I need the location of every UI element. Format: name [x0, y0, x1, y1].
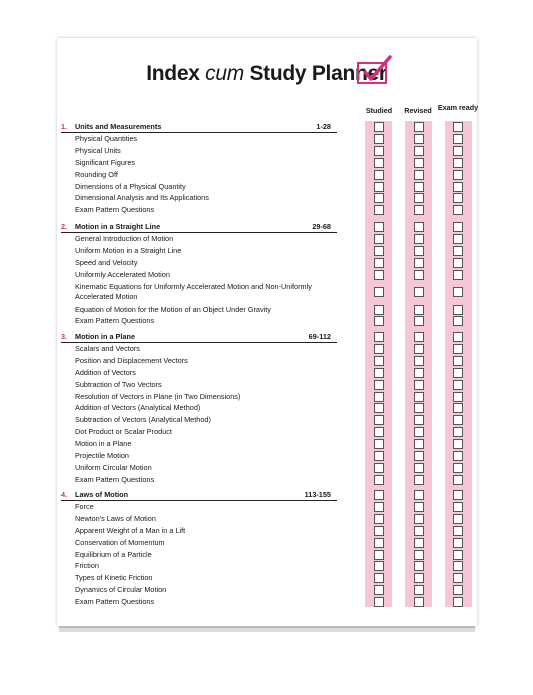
studied-checkbox[interactable]	[374, 182, 384, 192]
studied-checkbox[interactable]	[374, 316, 384, 326]
exam-ready-checkbox[interactable]	[453, 550, 463, 560]
revised-checkbox[interactable]	[414, 550, 424, 560]
revised-checkbox[interactable]	[414, 573, 424, 583]
studied-checkbox[interactable]	[374, 463, 384, 473]
title-part1: Index	[146, 62, 200, 85]
exam-ready-checkbox[interactable]	[453, 538, 463, 548]
studied-checkbox[interactable]	[374, 205, 384, 215]
studied-checkbox[interactable]	[374, 550, 384, 560]
studied-checkbox[interactable]	[374, 158, 384, 168]
exam-ready-checkbox[interactable]	[453, 305, 463, 315]
studied-checkbox[interactable]	[374, 356, 384, 366]
chapter-title: Units and Measurements	[75, 122, 162, 131]
revised-checkbox[interactable]	[414, 258, 424, 268]
studied-checkbox[interactable]	[374, 451, 384, 461]
topic-item: Types of Kinetic Friction	[75, 573, 153, 583]
studied-checkbox[interactable]	[374, 380, 384, 390]
topic-item: Force	[75, 502, 94, 511]
revised-checkbox[interactable]	[414, 526, 424, 536]
exam-ready-checkbox[interactable]	[453, 287, 463, 297]
studied-checkbox[interactable]	[374, 234, 384, 244]
exam-ready-checkbox[interactable]	[453, 368, 463, 378]
studied-checkbox[interactable]	[374, 415, 384, 425]
revised-checkbox[interactable]	[414, 475, 424, 485]
studied-checkbox[interactable]	[374, 502, 384, 512]
revised-checkbox[interactable]	[414, 205, 424, 215]
checkmark-icon	[357, 62, 387, 84]
topic-item: Friction	[75, 561, 99, 571]
revised-checkbox[interactable]	[414, 380, 424, 390]
column-header-revised: Revised	[404, 106, 432, 115]
chapter-title: Motion in a Straight Line	[75, 222, 161, 231]
exam-ready-checkbox[interactable]	[453, 380, 463, 390]
studied-checkbox[interactable]	[374, 122, 384, 132]
topic-item: General Introduction of Motion	[75, 234, 174, 243]
exam-ready-checkbox[interactable]	[453, 427, 463, 437]
exam-ready-checkbox[interactable]	[453, 475, 463, 485]
chapter-heading	[61, 122, 337, 133]
studied-checkbox[interactable]	[374, 332, 384, 342]
studied-checkbox[interactable]	[374, 475, 384, 485]
exam-ready-checkbox[interactable]	[453, 134, 463, 144]
studied-checkbox[interactable]	[374, 514, 384, 524]
exam-ready-checkbox[interactable]	[453, 246, 463, 256]
exam-ready-checkbox[interactable]	[453, 258, 463, 268]
exam-ready-checkbox[interactable]	[453, 415, 463, 425]
studied-checkbox[interactable]	[374, 538, 384, 548]
topic-item: Exam Pattern Questions	[75, 597, 155, 607]
studied-checkbox[interactable]	[374, 585, 384, 595]
topic-item: Physical Quantities	[75, 134, 138, 143]
revised-checkbox[interactable]	[414, 561, 424, 571]
page-stack-edge	[59, 628, 475, 632]
studied-checkbox[interactable]	[374, 193, 384, 203]
topic-item: Exam Pattern Questions	[75, 316, 155, 326]
revised-checkbox[interactable]	[414, 234, 424, 244]
topic-item: Kinematic Equations for Uniformly Accelerated Motion and Non-Uniformly Accelerated Motion	[75, 281, 312, 301]
revised-checkbox[interactable]	[414, 392, 424, 402]
topic-item: Uniformly Accelerated Motion	[75, 269, 170, 279]
topic-item: Scalars and Vectors	[75, 344, 140, 353]
topic-item: Dot Product or Scalar Product	[75, 427, 172, 437]
studied-checkbox[interactable]	[374, 170, 384, 180]
revised-checkbox[interactable]	[414, 502, 424, 512]
exam-ready-checkbox[interactable]	[453, 597, 463, 607]
revised-checkbox[interactable]	[414, 332, 424, 342]
topic-item: Dimensions of a Physical Quantity	[75, 181, 186, 191]
revised-checkbox[interactable]	[414, 270, 424, 280]
topic-item: Uniform Motion in a Straight Line	[75, 245, 182, 255]
chapter-section	[61, 332, 337, 486]
exam-ready-checkbox[interactable]	[453, 316, 463, 326]
revised-checkbox[interactable]	[414, 344, 424, 354]
studied-checkbox[interactable]	[374, 134, 384, 144]
revised-checkbox[interactable]	[414, 490, 424, 500]
studied-checkbox[interactable]	[374, 246, 384, 256]
chapter-section	[61, 222, 337, 327]
exam-ready-checkbox[interactable]	[453, 502, 463, 512]
exam-ready-checkbox[interactable]	[453, 585, 463, 595]
page-title	[0, 62, 533, 86]
revised-checkbox[interactable]	[414, 538, 424, 548]
studied-checkbox[interactable]	[374, 403, 384, 413]
revised-checkbox[interactable]	[414, 368, 424, 378]
chapter-number: 1.	[61, 122, 68, 131]
column-header-studied: Studied	[365, 106, 393, 115]
topic-item: Position and Displacement Vectors	[75, 355, 188, 365]
revised-checkbox[interactable]	[414, 158, 424, 168]
revised-checkbox[interactable]	[414, 182, 424, 192]
revised-checkbox[interactable]	[414, 439, 424, 449]
exam-ready-checkbox[interactable]	[453, 193, 463, 203]
topic-item: Addition of Vectors (Analytical Method)	[75, 403, 201, 413]
revised-checkbox[interactable]	[414, 122, 424, 132]
revised-checkbox[interactable]	[414, 427, 424, 437]
chapter-heading	[61, 332, 337, 343]
revised-checkbox[interactable]	[414, 193, 424, 203]
exam-ready-checkbox[interactable]	[453, 182, 463, 192]
exam-ready-checkbox[interactable]	[453, 158, 463, 168]
topic-item: Addition of Vectors	[75, 367, 136, 377]
chapter-pages: 1-28	[316, 122, 331, 131]
topic-item: Subtraction of Two Vectors	[75, 379, 162, 389]
chapter-heading	[61, 490, 337, 501]
chapter-pages: 113-155	[304, 490, 331, 499]
exam-ready-checkbox[interactable]	[453, 332, 463, 342]
title-italic: cum	[205, 62, 244, 85]
topic-item: Significant Figures	[75, 157, 136, 167]
studied-checkbox[interactable]	[374, 222, 384, 232]
revised-checkbox[interactable]	[414, 463, 424, 473]
topic-item: Newton's Laws of Motion	[75, 513, 156, 523]
revised-checkbox[interactable]	[414, 514, 424, 524]
exam-ready-checkbox[interactable]	[453, 490, 463, 500]
chapter-number: 4.	[61, 490, 68, 499]
exam-ready-checkbox[interactable]	[453, 205, 463, 215]
exam-ready-checkbox[interactable]	[453, 356, 463, 366]
revised-checkbox[interactable]	[414, 246, 424, 256]
topic-item: Equation of Motion for the Motion of an Object Under Gravity	[75, 304, 271, 314]
topic-item: Exam Pattern Questions	[75, 205, 155, 215]
revised-checkbox[interactable]	[414, 305, 424, 315]
revised-checkbox[interactable]	[414, 403, 424, 413]
chapter-section	[61, 122, 337, 216]
revised-checkbox[interactable]	[414, 451, 424, 461]
exam-ready-checkbox[interactable]	[453, 344, 463, 354]
exam-ready-checkbox[interactable]	[453, 439, 463, 449]
exam-ready-checkbox[interactable]	[453, 403, 463, 413]
chapter-title: Laws of Motion	[75, 490, 129, 499]
revised-checkbox[interactable]	[414, 134, 424, 144]
studied-checkbox[interactable]	[374, 573, 384, 583]
chapter-number: 2.	[61, 222, 68, 231]
topic-item: Uniform Circular Motion	[75, 462, 152, 472]
title-part2: Study Planner	[249, 62, 387, 85]
chapter-pages: 29-68	[312, 222, 331, 231]
chapter-pages: 69-112	[308, 332, 331, 341]
revised-checkbox[interactable]	[414, 287, 424, 297]
revised-checkbox[interactable]	[414, 597, 424, 607]
chapter-heading	[61, 222, 337, 233]
topic-item: Rounding Off	[75, 169, 118, 179]
topic-item: Speed and Velocity	[75, 257, 138, 267]
studied-checkbox[interactable]	[374, 427, 384, 437]
topic-item: Equilibrium of a Particle	[75, 549, 152, 559]
studied-checkbox[interactable]	[374, 146, 384, 156]
topic-item: Subtraction of Vectors (Analytical Method)	[75, 415, 211, 425]
exam-ready-checkbox[interactable]	[453, 561, 463, 571]
topic-item: Exam Pattern Questions	[75, 474, 155, 484]
studied-checkbox[interactable]	[374, 597, 384, 607]
exam-ready-checkbox[interactable]	[453, 451, 463, 461]
chapter-section	[61, 490, 337, 608]
topic-item: Apparent Weight of a Man in a Lift	[75, 525, 186, 535]
exam-ready-checkbox[interactable]	[453, 270, 463, 280]
topic-item: Motion in a Plane	[75, 439, 132, 449]
topic-item: Physical Units	[75, 145, 121, 155]
topic-item: Dimensional Analysis and Its Applications	[75, 193, 209, 203]
studied-checkbox[interactable]	[374, 270, 384, 280]
studied-checkbox[interactable]	[374, 344, 384, 354]
exam-ready-checkbox[interactable]	[453, 234, 463, 244]
exam-ready-checkbox[interactable]	[453, 573, 463, 583]
topic-item: Dynamics of Circular Motion	[75, 585, 167, 595]
revised-checkbox[interactable]	[414, 356, 424, 366]
exam-ready-checkbox[interactable]	[453, 122, 463, 132]
topic-item: Resolution of Vectors in Plane (in Two Dimensions)	[75, 391, 241, 401]
exam-ready-checkbox[interactable]	[453, 146, 463, 156]
exam-ready-checkbox[interactable]	[453, 526, 463, 536]
revised-checkbox[interactable]	[414, 170, 424, 180]
studied-checkbox[interactable]	[374, 287, 384, 297]
studied-checkbox[interactable]	[374, 526, 384, 536]
exam-ready-checkbox[interactable]	[453, 392, 463, 402]
exam-ready-checkbox[interactable]	[453, 222, 463, 232]
topic-item: Projectile Motion	[75, 451, 129, 461]
exam-ready-checkbox[interactable]	[453, 514, 463, 524]
exam-ready-checkbox[interactable]	[453, 170, 463, 180]
revised-checkbox[interactable]	[414, 146, 424, 156]
revised-checkbox[interactable]	[414, 415, 424, 425]
studied-checkbox[interactable]	[374, 392, 384, 402]
revised-checkbox[interactable]	[414, 316, 424, 326]
topic-item: Conservation of Momentum	[75, 537, 165, 547]
studied-checkbox[interactable]	[374, 305, 384, 315]
studied-checkbox[interactable]	[374, 368, 384, 378]
studied-checkbox[interactable]	[374, 561, 384, 571]
chapter-number: 3.	[61, 332, 68, 341]
revised-checkbox[interactable]	[414, 585, 424, 595]
revised-checkbox[interactable]	[414, 222, 424, 232]
studied-checkbox[interactable]	[374, 490, 384, 500]
column-header-exam-ready: Exam ready	[437, 103, 479, 112]
exam-ready-checkbox[interactable]	[453, 463, 463, 473]
studied-checkbox[interactable]	[374, 439, 384, 449]
studied-checkbox[interactable]	[374, 258, 384, 268]
chapter-title: Motion in a Plane	[75, 332, 135, 341]
